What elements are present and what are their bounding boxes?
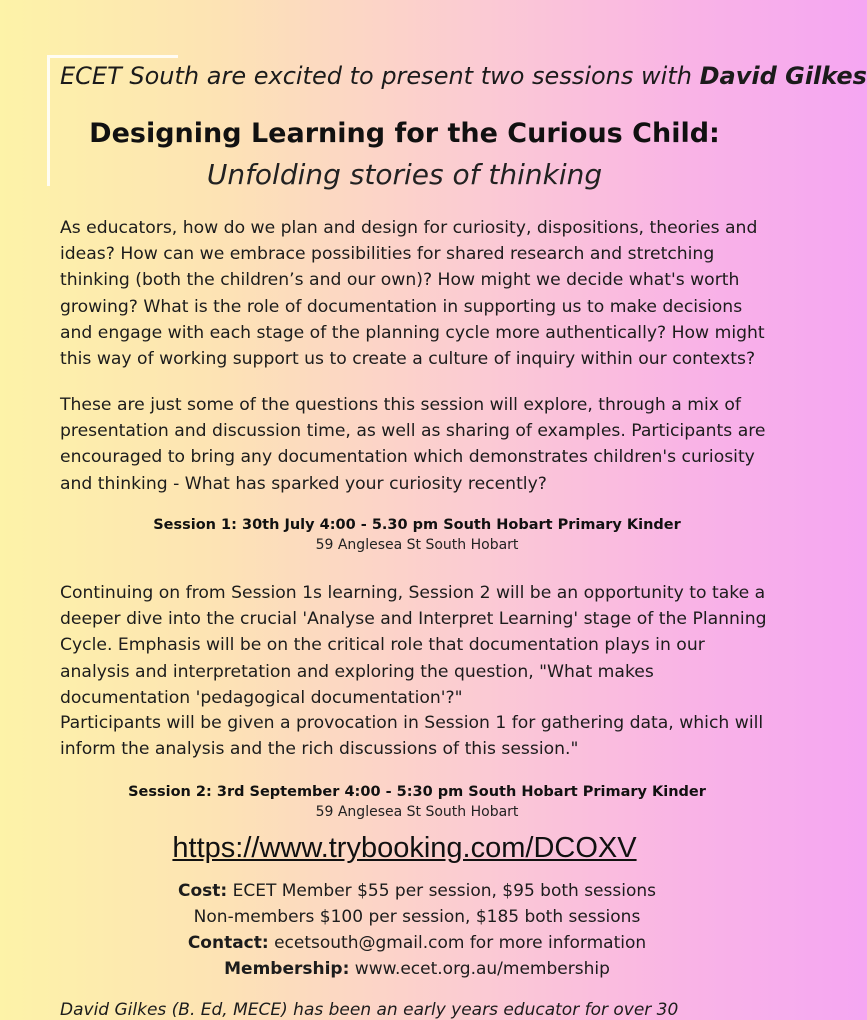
description-paragraph-4: Participants will be given a provocation in Session 1 for gathering data, which will inform the analysis and the rich discussions of this session." [60, 713, 764, 760]
speaker-name: David Gilkes [699, 62, 867, 90]
intro-text: ECET South are excited to present two sessions with [60, 62, 692, 90]
session-2-details [0, 784, 834, 820]
intro-line [60, 62, 867, 90]
event-title: Designing Learning for the Curious Child: [89, 118, 720, 149]
membership-value[interactable]: www.ecet.org.au/membership [354, 959, 610, 979]
session-1-heading: Session 1: 30th July 4:00 - 5.30 pm South Hobart Primary Kinder [153, 517, 681, 533]
event-subtitle: Unfolding stories of thinking [206, 158, 603, 191]
session-1-details [0, 517, 834, 553]
description-paragraph-2: These are just some of the questions this session will explore, through a mix of presentation and discussion time, as well as sharing of examples. Participants are encouraged to bring any documentation which demonstrates children's curiosity and thinking - What has sparked your curiosity recently? [60, 395, 766, 494]
description-paragraph-1: As educators, how do we plan and design for curiosity, dispositions, theories and ideas? How can we embrace possibilities for shared research and stretching thinking (both the children’s and our own)? How might we decide what's worth growing? What is the role of documentation in supporting us to make decisions and engage with each stage of the planning cycle more authentically? How might this way of working support us to create a culture of inquiry within our contexts? [60, 218, 765, 370]
cost-line [0, 878, 834, 904]
contact-value[interactable]: ecetsouth@gmail.com for more information [274, 933, 647, 953]
session-2-address: 59 Anglesea St South Hobart [315, 804, 519, 820]
cost-value: ECET Member $55 per session, $95 both sessions [232, 881, 656, 901]
session-2-heading: Session 2: 3rd September 4:00 - 5:30 pm South Hobart Primary Kinder [128, 784, 706, 800]
membership-label: Membership: [224, 959, 350, 979]
contact-label: Contact: [187, 933, 269, 953]
contact-line [0, 930, 834, 956]
info-block [0, 878, 834, 982]
speaker-bio-partial: David Gilkes (B. Ed, MECE) has been an early years educator for over 30 [60, 1000, 679, 1020]
booking-link[interactable]: https://www.trybooking.com/DCOXV [172, 832, 637, 864]
membership-line [0, 956, 834, 982]
nonmember-cost-line: Non-members $100 per session, $185 both sessions [193, 907, 641, 927]
session-1-address: 59 Anglesea St South Hobart [315, 537, 519, 553]
cost-label: Cost: [178, 881, 228, 901]
description-paragraph-3: Continuing on from Session 1s learning, Session 2 will be an opportunity to take a deeper dive into the crucial 'Analyse and Interpret Learning' stage of the Planning Cycle. Emphasis will be on the critical role that documentation plays in our analysis and interpretation and exploring the question, "What makes documentation 'pedagogical documentation'?" [60, 583, 767, 708]
